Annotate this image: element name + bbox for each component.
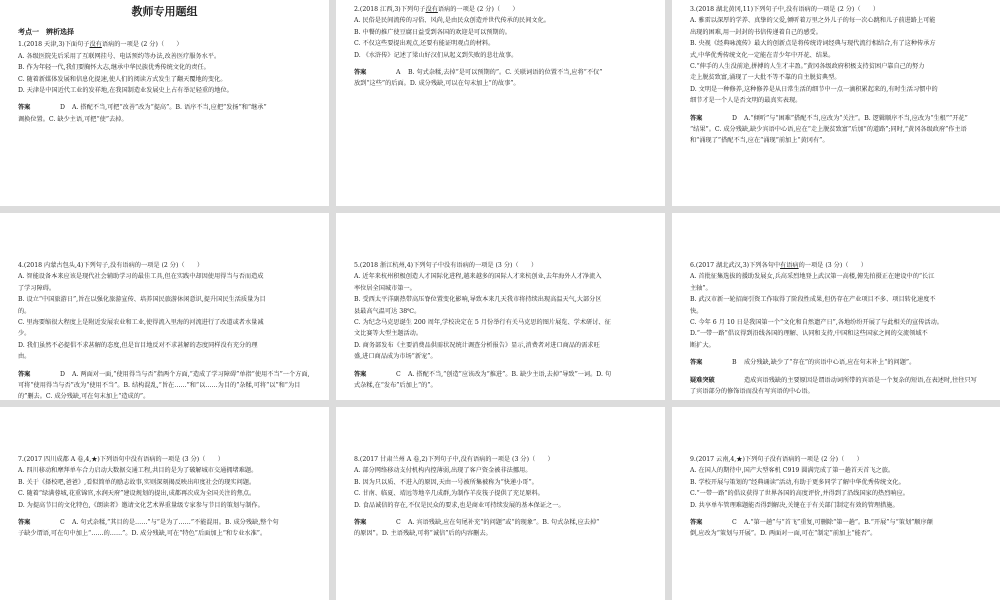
question-stem [354, 4, 647, 15]
option: D. 《水浒传》记述了梁山好汉们从起义到失败的悲壮故事。 [354, 51, 518, 59]
option: A. 近年来杭州积极创造人才国际化进程,越来越多的国际人才来杭创业,去年海外人才净流入 [354, 273, 602, 281]
option: C. 里海要缩很大程度上是附近发展农业和工业,使得流入里海的河流进行了改道或者水量减 [18, 319, 264, 327]
option: D. 商务部发布《主要消费品供需状况统计调查分析报告》显示,消费者对进口商品的需求旺 [354, 341, 600, 349]
option: C. 甘南、临夏、靖远等地辛几成群,为制作羊皮筏子提供了充足原料。 [354, 490, 544, 498]
page-panel-5 [336, 213, 665, 400]
answer-explanation: A. 句式杂糅,“其目的是……”与“是为了……”不能混用。B. 成分残缺,整个句 [72, 519, 279, 527]
option: D.“一带一路”倡议得到沿线各国的理解、认同和支持,中国和这些国家之间的交流领域不 [690, 330, 928, 338]
option: 的。 [18, 307, 31, 315]
option: B. 学校开展与策划的“经典诵读”活动,有助于更多同学了解中华优秀传统文化。 [690, 478, 905, 486]
option: B. 央视《经典咏流传》最大的创新点是将传统诗词经典与现代流行相结合,有了这种传承方 [690, 40, 936, 48]
answer-letter: B [732, 359, 737, 367]
stem-text: 2.(2018 江西,3)下列句子 [354, 6, 426, 13]
answer-letter: C [732, 519, 737, 527]
option: C. 不仅这些要提出观点,还要有能证明观点的材料。 [354, 40, 495, 48]
answer-explanation: A. 宾语残缺,应在句尾补充“的问题”或“的现象”。B. 句式杂糅,应去掉“ [408, 519, 600, 527]
option: B. 受西太平洋副热带高压脊位置变化影响,导致本来几天我市将持续出现高温天气,大部分区 [354, 296, 602, 304]
answer-explanation-cont: 的原因”。D. 主语残缺,可将“诚信”后的内容删去。 [354, 530, 492, 538]
option: A. 在国人的期待中,国产大型客机 C919 圆满完成了第一趟首天首飞之旅。 [690, 467, 895, 475]
page-panel-8 [336, 407, 665, 600]
answer-explanation: A. 搭配不当,“创造”应该改为“推进”。B. 缺少主语,去掉“导致”一词。D. 句 [408, 370, 612, 378]
answer-letter: C [396, 370, 401, 378]
answer-letter: C [396, 519, 401, 527]
stem-text: 语病的一项是 (2 分)（ ） [101, 41, 183, 49]
answer-letter: D [60, 104, 65, 112]
option: B. 设立“中国旅游日”,旨在以强化旅游宣传、培养国民旅游休闲意识,提升国民生活质量为目 [18, 296, 266, 304]
answer-explanation-cont: 式杂糅,在“发布”后加上“的”。 [354, 382, 437, 390]
answer-block [18, 517, 311, 540]
stem-underlined: 没有 [425, 6, 438, 13]
option: A. 雅雷以深厚的学养、真挚的父爱,倾听着万里之外儿子的每一次心跳和儿子前进路上可能 [690, 17, 936, 25]
answer-explanation-cont: 倒,应改为“策划与开展”。D. 两面对一面,可在“制定”前加上“能否”。 [690, 530, 877, 538]
answer-block [690, 357, 982, 368]
option: D. 食品诚信的存在,不仅是民众的要求,也是商业可持续发展的基本保证之一。 [354, 501, 565, 509]
page-panel-7 [0, 407, 329, 600]
answer-block [354, 67, 647, 90]
page-panel-2 [336, 0, 665, 206]
question-stem: 5.(2018 浙江杭州,4)下列句子中没有语病的一项是 (3 分)（ ） [354, 262, 538, 269]
answer-label: 答案 [18, 104, 31, 112]
option: 由。 [18, 353, 31, 361]
option: C. 今年 6 月 10 日是我国第一个“文化和自然遗产日”,各地纷纷开展了与此相关的宣传活动。 [690, 319, 943, 327]
option: 少。 [18, 330, 31, 338]
page-panel-6 [672, 213, 1000, 400]
answer-explanation-cont: “结果”。C. 成分残缺,缺少宾语中心语,应在“走上脱贫致富”后加“的道路”;同时,“黄冈各级政府”作主语和“涌现了”搭配不当,应在“涌现”前加上“黄冈有”。 [690, 126, 967, 145]
answer-block [18, 369, 311, 400]
section-heading: 考点一 辨析选择 [18, 27, 74, 36]
answer-block [690, 517, 982, 540]
answer-block [354, 517, 647, 540]
option: 率位居全国城市第一。 [354, 284, 416, 292]
page-panel-3 [672, 0, 1000, 206]
option: C.“伸手的人生没前途,拼搏的人生才丰盈。”黄冈各级政府积极支持贫困户靠自己的努力 [690, 63, 925, 71]
option: C. 随着“绿满蓉城,花重锦官,水润天府”建设规划的提出,成都再次成为全国关注的焦点。 [18, 490, 256, 498]
option: 盛,进口商品成为市场“新宠”。 [354, 353, 437, 361]
question-stem [18, 39, 311, 50]
option: D. 文明是一种修养,这种修养是从日常生活的细节中一点一滴积累起来的,有时生活习惯中的 [690, 85, 938, 93]
page-panel-4 [0, 213, 329, 400]
option: D. 共享单车管理难题能否得到解决,关键在于有关部门制定有效的管理措施。 [690, 501, 899, 509]
answer-letter: A [396, 69, 401, 77]
option: 走上脱贫致富,涌现了一大批不等不靠的自主脱贫典型。 [690, 74, 841, 82]
option: B. 关于《择校吧,爸爸》,看似简单的励志故事,实则深刻揭反映出印度社会的现实问题。 [18, 478, 256, 486]
stem-underlined: 有语病 [780, 262, 799, 269]
tip-block [690, 375, 982, 398]
option: D. 为提高节目的文化特色,《朗读者》邀请文化艺术界重量级专家参与节目的策划与制作。 [18, 501, 264, 509]
option: B. 作为年轻一代,我们要胸怀大志,继承中华民族优秀传统文化的责任。 [18, 64, 210, 72]
tip-text: 造成宾语残缺的主要原因是谓语动词所带的宾语是一个复杂的短语,在表述时,往往只写了宾语部分的修饰语而没有写宾语的中心语。 [690, 376, 977, 396]
question-stem: 8.(2017 甘肃兰州 A 卷,2)下列句子中,没有语病的一项是 (3 分)（ ） [354, 456, 554, 463]
answer-explanation-cont: 调换位置。C. 缺少主语,可把“使”去掉。 [18, 115, 128, 123]
question-stem [690, 260, 982, 271]
answer-block [354, 369, 647, 392]
option: B. 因为只以质、不进入的原因,天由一号被所集被称为“快递小哥”。 [354, 478, 538, 486]
answer-label: 答案 [354, 69, 367, 77]
option: C. 为纪念马克思诞生 200 周年,学校决定在 5 月份举行有关马克思的图片展览、学术研讨、征 [354, 319, 611, 327]
answer-block [18, 102, 311, 125]
option: A. 智能设备本来应该是现代社会辅助学习的最佳工具,但在实践中却因使用得当与否而造成 [18, 273, 264, 281]
answer-explanation: A.“第一趟”与“首飞”重复,可删除“第一趟”。B.“开展”与“策划”顺序颠 [744, 519, 933, 527]
question-stem: 9.(2017 云南,4,★)下列句子没有语病的一项是 (2 分)（ ） [690, 456, 863, 463]
answer-explanation-cont: 放到“这些”的后面。D. 成分残缺,可以在句末加上“的故事”。 [354, 80, 520, 88]
stem-underlined: 没有 [89, 41, 102, 49]
answer-label: 答案 [18, 519, 31, 527]
option: A. 部分网络移动支付机构内控薄弱,出现了客户资金被非法挪用。 [354, 467, 532, 475]
stem-text: 的一项是 (3 分)（ ） [798, 262, 867, 269]
answer-block [690, 113, 982, 147]
question-stem: 7.(2017 四川成都 A 卷,4,★)下列语句中没有语病的一项是 (3 分)（ ） [18, 456, 224, 463]
option: C.“一带一路”的倡议获得了世界各国的高度评价,并得到了沿线国家的热烈响应。 [690, 490, 909, 498]
answer-explanation: A.“倾听”与“困难”搭配不当,应改为“关注”。B. 逻辑顺序不当,应改为“生根”“开花” [744, 114, 968, 122]
option: C. 随着新媒体发展和信息化提速,使人们的阅读方式发生了翻天覆地的变化。 [18, 75, 227, 83]
answer-label: 答案 [18, 370, 31, 378]
answer-letter: D [60, 370, 65, 378]
answer-explanation: A. 搭配不当,可把“改善”改为“提高”。B. 语序不当,应把“发扬”和“继承” [72, 104, 267, 112]
option: D. 天津是中国近代工业的发祥地,在我国制造业发展史上占有举足轻重的地位。 [18, 87, 233, 95]
answer-explanation: 成分残缺,缺少了“存在”的宾语中心语,应在句末补上“的问题”。 [744, 359, 916, 367]
page-panel-9 [672, 407, 1000, 600]
question-stem: 4.(2018 内蒙古包头,4)下列句子,没有语病的一项是 (2 分)（ ） [18, 262, 204, 269]
option: 主轴”。 [690, 284, 712, 292]
option: D. 我们虽然不必提倡不求甚解的态度,但是盲目地反对不求甚解的态度同样没有充分的理 [18, 341, 258, 349]
option: 了学习障碍。 [18, 284, 56, 292]
answer-explanation: A. 两面对一面,“使用得当与否”指两个方面,“造成了学习障碍”单指“使用不当”一个方面,可将“使用得当与否”改为“使用不当”。B. 结构混乱,“旨在……”和“以……为目的”杂糅,可将“以”和“为目的”删去。C. 成分残缺,可在句末加上“造成的”。 [18, 370, 310, 400]
option: A. 四川移动和摩拜单车合力启动大数据交通工程,共目的是为了破解城市交通拥堵难题。 [18, 467, 258, 475]
option: 式,中华优秀传统文化一定能在青少年中开花、结果。 [690, 51, 835, 59]
option: A. 各级医院先后采用了互联网挂号、电话预约等办法,改善医疗服务水平。 [18, 52, 221, 60]
option: 快。 [690, 307, 703, 315]
option: A. 首批征集选拔的援助发展女,兵高采烈地登上武汉第一高楼,俯先拍摄正在建设中的“长江 [690, 273, 935, 281]
option: 出现的困难,用一封封的书信传递着自己的感受。 [690, 28, 822, 36]
page-title: 教师专用题组 [131, 5, 198, 18]
answer-label: 答案 [690, 114, 703, 122]
answer-explanation-cont: 子缺少谓语,可在句中加上“……的……”。D. 成分残缺,可在“特色”后面加上“和专业水准”。 [18, 530, 267, 538]
answer-explanation: B. 句式杂糅,去掉“是可以预期的”。C. 关联词语的位置不当,应将“不仅” [408, 69, 603, 77]
page-panel-1 [0, 0, 329, 206]
answer-label: 答案 [690, 519, 703, 527]
answer-label: 答案 [690, 359, 703, 367]
stem-text: 语病的一项是 (2 分)（ ） [437, 6, 519, 13]
tip-label: 疑难突破 [690, 376, 715, 384]
option: 细节才是一个人是否文明的最真实表现。 [690, 97, 802, 105]
answer-label: 答案 [354, 370, 367, 378]
answer-label: 答案 [354, 519, 367, 527]
stem-text: 1.(2018 天津,3)下面句子 [18, 41, 90, 49]
question-stem: 3.(2018 湖北黄冈,11)下列句子中,没有语病的一项是 (2 分)（ ） [690, 6, 880, 13]
answer-letter: C [60, 519, 65, 527]
option: 文比赛等大型主题活动。 [354, 330, 423, 338]
stem-text: 6.(2017 湖北武汉,3)下列各句中 [690, 262, 781, 269]
answer-letter: D [732, 114, 737, 122]
option: 县最高气温可达 38℃。 [354, 307, 421, 315]
option: B. 中餐的推广使豆腐日益受到各国的欢迎是可以预期的。 [354, 28, 511, 36]
option: B. 武汉市新一轮招商引资工作取得了阶段性成果,但仍存在产业项目不多、项目转化速度不 [690, 296, 936, 304]
option: 断扩大。 [690, 341, 715, 349]
option: A. 民俗是民间流传的习俗、风尚,是由民众创造并世代传承的民间文化。 [354, 17, 550, 25]
